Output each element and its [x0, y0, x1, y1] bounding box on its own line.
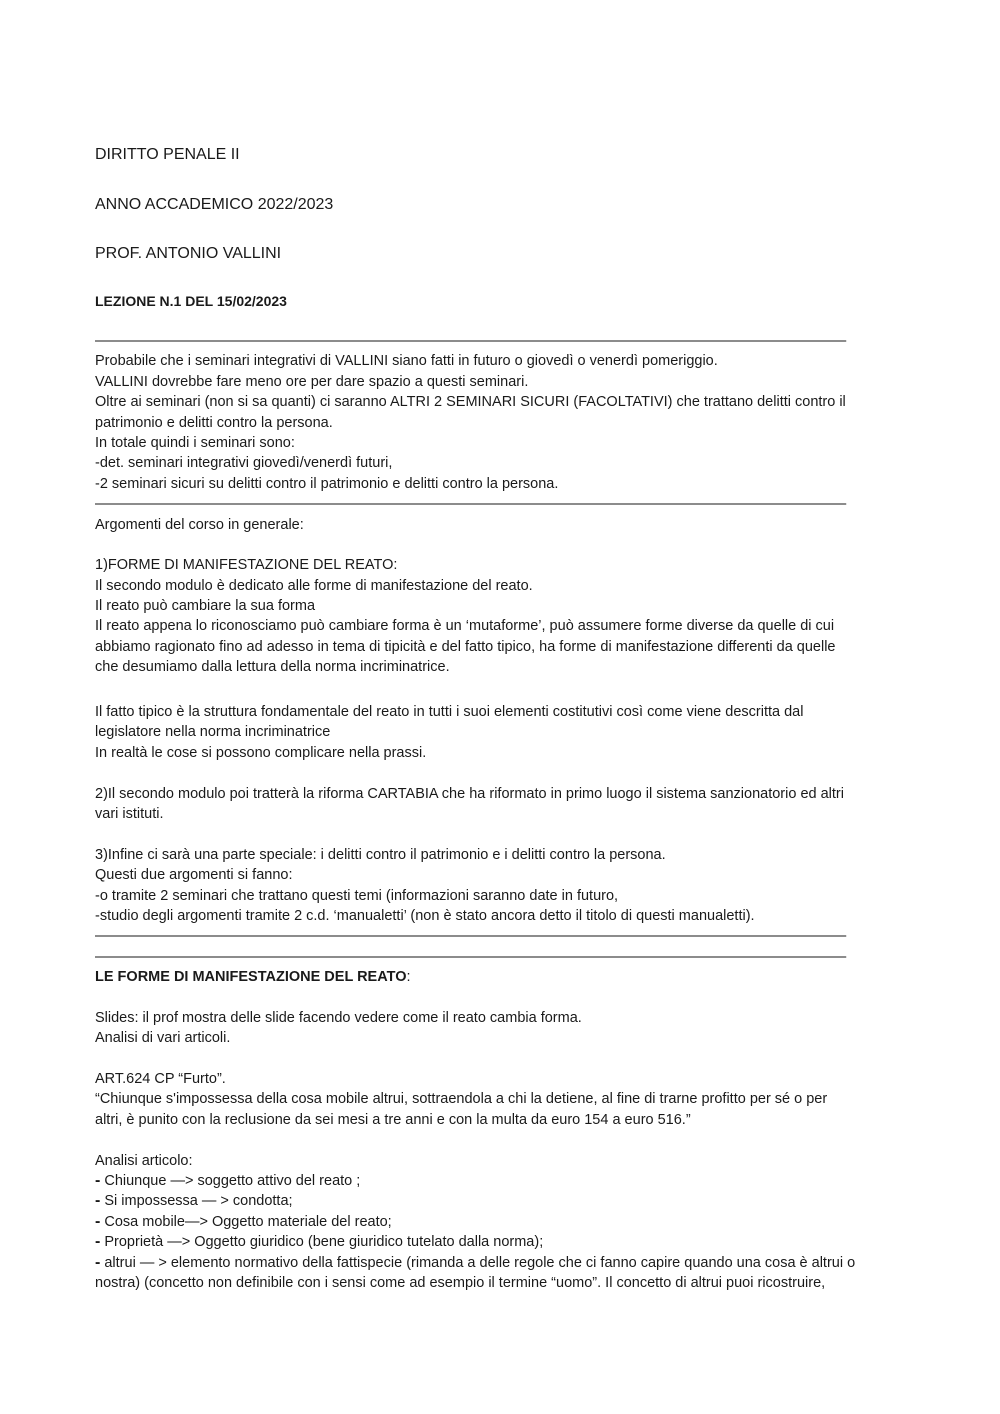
list-item: [95, 1191, 905, 1211]
topics-heading: Argomenti del corso in generale:: [95, 516, 304, 533]
article-block: [95, 1069, 905, 1130]
article-quote-line: “Chiunque s'impossessa della cosa mobile altrui, sottraendola a chi la detiene, al fine di trarne profitto per sé o per: [95, 1091, 828, 1108]
list-item-text: Cosa mobile—> Oggetto materiale del reato;: [100, 1213, 392, 1230]
text-line: -o tramite 2 seminari che trattano questi temi (informazioni saranno date in futuro,: [95, 887, 619, 904]
text-line: abbiamo ragionato fino ad adesso in tema di tipicità e del fatto tipico, ha forme di manifestazione differenti da quelle: [95, 638, 836, 655]
bullet-marker: -: [95, 1233, 101, 1251]
text-line: Questi due argomenti si fanno:: [95, 867, 293, 884]
text-line: In totale quindi i seminari sono:: [95, 434, 295, 451]
text-line: -2 seminari sicuri su delitti contro il patrimonio e delitti contro la persona.: [95, 475, 559, 492]
list-item-text: altrui — > elemento normativo della fattispecie (rimanda a delle regole che ci fanno capire quando una cosa è altrui o: [100, 1254, 856, 1271]
topic-section-2: [95, 784, 905, 825]
document-body: [95, 331, 905, 1293]
intro-notes: [95, 351, 905, 494]
text-line: Il fatto tipico è la struttura fondamentale del reato in tutti i suoi elementi costitutivi così come viene descritta dal: [95, 704, 804, 721]
analysis-heading: Analisi articolo:: [95, 1152, 193, 1169]
text-line: 3)Infine ci sarà una parte speciale: i delitti contro il patrimonio e i delitti contro la persona.: [95, 846, 666, 863]
text-line: Il secondo modulo è dedicato alle forme di manifestazione del reato.: [95, 577, 533, 594]
separator-rule: ——————————————————————————————————————————————————————: [95, 496, 846, 513]
text-line: Il reato può cambiare la sua forma: [95, 598, 316, 615]
list-item: [95, 1253, 905, 1273]
forms-heading: [95, 967, 905, 987]
academic-year: ANNO ACCADEMICO 2022/2023: [95, 196, 334, 213]
text-line: Il reato appena lo riconosciamo può cambiare forma è un ‘mutaforme’, può assumere forme diverse da quelle di cui: [95, 618, 835, 635]
text-line: Oltre ai seminari (non si sa quanti) ci saranno ALTRI 2 SEMINARI SICURI (FACOLTATIVI) che trattano delitti contro il: [95, 394, 846, 411]
course-title: DIRITTO PENALE II: [95, 146, 240, 163]
forms-heading-colon: :: [406, 969, 411, 986]
list-item: [95, 1171, 905, 1191]
separator-rule: ——————————————————————————————————————————————————————: [95, 948, 846, 965]
bullet-marker: -: [95, 1172, 101, 1190]
topic-section-3: [95, 845, 905, 927]
text-line: patrimonio e delitti contro la persona.: [95, 414, 333, 431]
text-line: 2)Il secondo modulo poi tratterà la riforma CARTABIA che ha riformato in primo luogo il sistema sanzionatorio ed altri: [95, 785, 844, 802]
text-line: Analisi di vari articoli.: [95, 1030, 231, 1047]
text-line: VALLINI dovrebbe fare meno ore per dare spazio a questi seminari.: [95, 373, 529, 390]
bullet-marker: -: [95, 1192, 101, 1210]
text-line: In realtà le cose si possono complicare nella prassi.: [95, 744, 427, 761]
separator-rule: ——————————————————————————————————————————————————————: [95, 928, 846, 945]
bullet-marker: -: [95, 1253, 101, 1271]
article-quote-line: altri, è punito con la reclusione da sei mesi a tre anni e con la multa da euro 154 a euro 516.”: [95, 1111, 691, 1128]
text-line: Probabile che i seminari integrativi di VALLINI siano fatti in futuro o giovedì o venerdì pomeriggio.: [95, 353, 718, 370]
section-title: 1)FORME DI MANIFESTAZIONE DEL REATO:: [95, 557, 398, 574]
text-line: che desumiamo dalla lettura della norma incriminatrice.: [95, 659, 450, 676]
text-line: -studio degli argomenti tramite 2 c.d. ‘manualetti’ (non è stato ancora detto il titolo di questi manualetti).: [95, 907, 755, 924]
bullet-marker: -: [95, 1212, 101, 1230]
professor-name: PROF. ANTONIO VALLINI: [95, 245, 282, 262]
lesson-title: LEZIONE N.1 DEL 15/02/2023: [95, 293, 287, 309]
text-line: legislatore nella norma incriminatrice: [95, 724, 331, 741]
text-line: vari istituti.: [95, 805, 164, 822]
list-item: [95, 1232, 905, 1252]
separator-rule: ——————————————————————————————————————————————————————: [95, 333, 846, 349]
analysis-list: [95, 1171, 905, 1293]
text-line: -det. seminari integrativi giovedì/venerdì futuri,: [95, 455, 393, 472]
text-line: Slides: il prof mostra delle slide facendo vedere come il reato cambia forma.: [95, 1009, 582, 1026]
list-item: [95, 1212, 905, 1232]
topic-section-1: [95, 555, 905, 763]
forms-heading-text: LE FORME DI MANIFESTAZIONE DEL REATO: [95, 969, 407, 986]
article-title: ART.624 CP “Furto”.: [95, 1071, 226, 1088]
list-item-text: Proprietà —> Oggetto giuridico (bene giuridico tutelato dalla norma);: [100, 1234, 544, 1251]
list-item-text: Si impossessa — > condotta;: [100, 1193, 293, 1210]
text-line: nostra) (concetto non definibile con i sensi come ad esempio il termine “uomo”. Il concetto di altrui puoi ricostruire,: [95, 1274, 826, 1291]
list-item-text: Chiunque —> soggetto attivo del reato ;: [100, 1173, 361, 1190]
